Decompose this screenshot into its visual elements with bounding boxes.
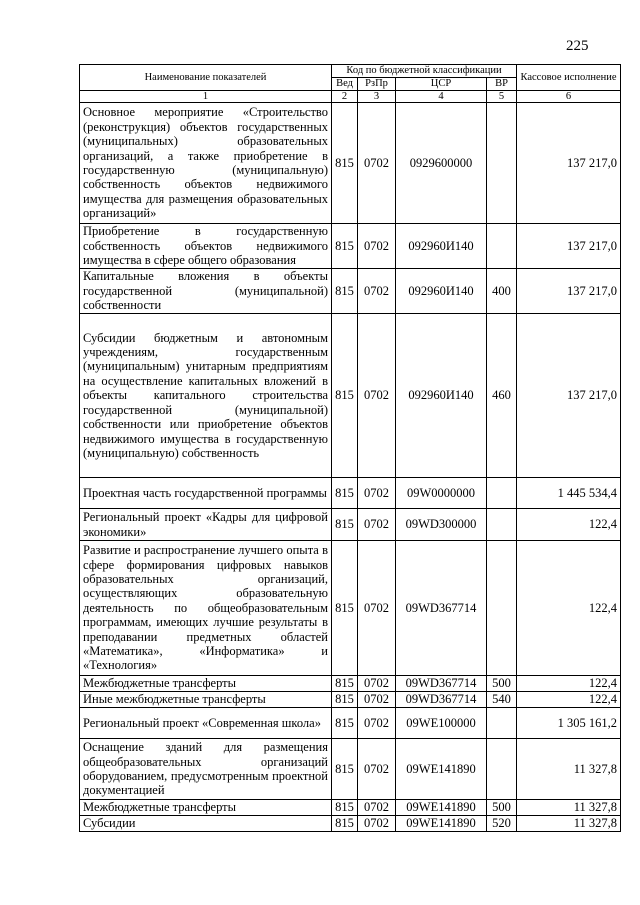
table-row <box>80 103 621 224</box>
ved-code: 815 <box>332 541 358 676</box>
vr-code <box>487 509 517 541</box>
header-row-top <box>80 65 621 78</box>
table-row <box>80 269 621 314</box>
column-number: 3 <box>358 91 396 103</box>
amount-value: 1 305 161,2 <box>517 708 621 739</box>
table-row <box>80 541 621 676</box>
header-vr: ВР <box>487 78 517 91</box>
ved-code: 815 <box>332 103 358 224</box>
vr-code: 500 <box>487 800 517 816</box>
vr-code <box>487 478 517 509</box>
page-number: 225 <box>566 38 589 54</box>
vr-code <box>487 103 517 224</box>
vr-code: 460 <box>487 314 517 478</box>
table-row <box>80 816 621 832</box>
amount-value: 122,4 <box>517 676 621 692</box>
rzpr-code: 0702 <box>358 269 396 314</box>
table-row <box>80 692 621 708</box>
rzpr-code: 0702 <box>358 800 396 816</box>
csr-code: 092960И140 <box>396 314 487 478</box>
csr-code: 09WE141890 <box>396 800 487 816</box>
table-row <box>80 739 621 800</box>
rzpr-code: 0702 <box>358 509 396 541</box>
table-row <box>80 676 621 692</box>
csr-code: 09WE141890 <box>396 739 487 800</box>
rzpr-code: 0702 <box>358 314 396 478</box>
amount-value: 137 217,0 <box>517 314 621 478</box>
ved-code: 815 <box>332 800 358 816</box>
csr-code: 09W0000000 <box>396 478 487 509</box>
indicator-name: Межбюджетные трансферты <box>80 676 332 692</box>
table-row <box>80 314 621 478</box>
amount-value: 11 327,8 <box>517 800 621 816</box>
amount-value: 122,4 <box>517 541 621 676</box>
indicator-name: Оснащение зданий для размещения общеобразовательных организаций оборудованием, предусмотренным проектной документацией <box>80 739 332 800</box>
rzpr-code: 0702 <box>358 692 396 708</box>
amount-value: 122,4 <box>517 509 621 541</box>
amount-value: 11 327,8 <box>517 816 621 832</box>
column-number: 1 <box>80 91 332 103</box>
table-row <box>80 800 621 816</box>
table-row <box>80 478 621 509</box>
csr-code: 09WD367714 <box>396 692 487 708</box>
header-code-group: Код по бюджетной классификации <box>332 65 517 78</box>
table-row <box>80 708 621 739</box>
indicator-name: Субсидии бюджетным и автономным учреждениям, государственным (муниципальным) унитарным предприятиям на осуществление капитальных вложений в объекты капитального строительства государственной (муниципальной) собственности или приобретение объектов недвижимого имущества в государственную (муниципальную) собственность <box>80 314 332 478</box>
csr-code: 0929600000 <box>396 103 487 224</box>
csr-code: 09WD367714 <box>396 541 487 676</box>
vr-code: 500 <box>487 676 517 692</box>
ved-code: 815 <box>332 224 358 269</box>
ved-code: 815 <box>332 314 358 478</box>
rzpr-code: 0702 <box>358 541 396 676</box>
csr-code: 092960И140 <box>396 224 487 269</box>
csr-code: 09WD367714 <box>396 676 487 692</box>
csr-code: 09WD300000 <box>396 509 487 541</box>
column-number: 5 <box>487 91 517 103</box>
vr-code <box>487 541 517 676</box>
ved-code: 815 <box>332 816 358 832</box>
indicator-name: Региональный проект «Современная школа» <box>80 708 332 739</box>
amount-value: 137 217,0 <box>517 269 621 314</box>
rzpr-code: 0702 <box>358 224 396 269</box>
vr-code: 520 <box>487 816 517 832</box>
indicator-name: Иные межбюджетные трансферты <box>80 692 332 708</box>
header-amount: Кассовое исполнение <box>517 65 621 91</box>
csr-code: 09WE100000 <box>396 708 487 739</box>
vr-code: 400 <box>487 269 517 314</box>
csr-code: 09WE141890 <box>396 816 487 832</box>
indicator-name: Проектная часть государственной программы <box>80 478 332 509</box>
indicator-name: Основное мероприятие «Строительство (реконструкция) объектов государственных (муниципальных) образовательных организаций, а также приобретение в государственную (муниципальную) собственность объектов недвижимого имущества для размещения образовательных организаций» <box>80 103 332 224</box>
vr-code <box>487 739 517 800</box>
budget-execution-table <box>79 64 621 832</box>
rzpr-code: 0702 <box>358 103 396 224</box>
ved-code: 815 <box>332 692 358 708</box>
rzpr-code: 0702 <box>358 739 396 800</box>
ved-code: 815 <box>332 269 358 314</box>
ved-code: 815 <box>332 478 358 509</box>
header-csr: ЦСР <box>396 78 487 91</box>
column-number: 4 <box>396 91 487 103</box>
amount-value: 137 217,0 <box>517 103 621 224</box>
header-rzpr: РзПр <box>358 78 396 91</box>
ved-code: 815 <box>332 708 358 739</box>
amount-value: 11 327,8 <box>517 739 621 800</box>
indicator-name: Капитальные вложения в объекты государственной (муниципальной) собственности <box>80 269 332 314</box>
indicator-name: Развитие и распространение лучшего опыта в сфере формирования цифровых навыков образовательных организаций, осуществляющих образовательную деятельность по общеобразовательным программам, имеющих лучшие результаты в преподавании предметных областей «Математика», «Информатика» и «Технология» <box>80 541 332 676</box>
indicator-name: Межбюджетные трансферты <box>80 800 332 816</box>
column-number-row <box>80 91 621 103</box>
rzpr-code: 0702 <box>358 816 396 832</box>
vr-code <box>487 708 517 739</box>
ved-code: 815 <box>332 739 358 800</box>
indicator-name: Субсидии <box>80 816 332 832</box>
header-name: Наименование показателей <box>80 65 332 91</box>
rzpr-code: 0702 <box>358 676 396 692</box>
rzpr-code: 0702 <box>358 708 396 739</box>
csr-code: 092960И140 <box>396 269 487 314</box>
ved-code: 815 <box>332 676 358 692</box>
indicator-name: Региональный проект «Кадры для цифровой экономики» <box>80 509 332 541</box>
amount-value: 137 217,0 <box>517 224 621 269</box>
rzpr-code: 0702 <box>358 478 396 509</box>
ved-code: 815 <box>332 509 358 541</box>
vr-code: 540 <box>487 692 517 708</box>
column-number: 6 <box>517 91 621 103</box>
amount-value: 122,4 <box>517 692 621 708</box>
vr-code <box>487 224 517 269</box>
table-row <box>80 509 621 541</box>
indicator-name: Приобретение в государственную собственность объектов недвижимого имущества в сфере общего образования <box>80 224 332 269</box>
table-body <box>80 103 621 832</box>
column-number: 2 <box>332 91 358 103</box>
header-ved: Вед <box>332 78 358 91</box>
amount-value: 1 445 534,4 <box>517 478 621 509</box>
table-row <box>80 224 621 269</box>
